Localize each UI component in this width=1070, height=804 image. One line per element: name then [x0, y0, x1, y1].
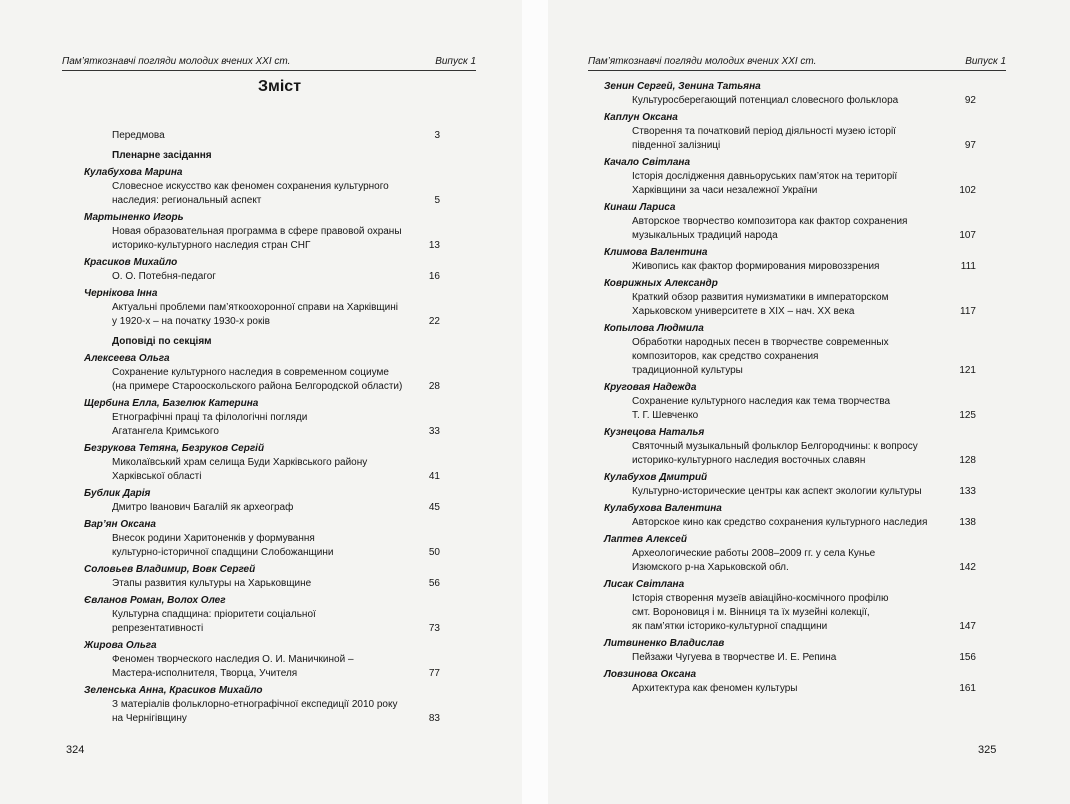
toc-author: Кузнецова Наталья: [604, 427, 705, 438]
toc-section-heading: Доповіді по секціям: [112, 336, 212, 347]
toc-entry: [604, 336, 976, 378]
contents-title: Зміст: [258, 78, 302, 95]
toc-entry-page: 3: [434, 130, 440, 141]
toc-author: Мартыненко Игорь: [84, 212, 184, 223]
toc-entry-title: Культурна спадщина: пріоритети соціальної репрезентативності: [112, 609, 316, 634]
toc-entry-page: 77: [428, 668, 440, 679]
toc-entry: [604, 125, 976, 153]
toc-author: Литвиненко Владислав: [604, 638, 725, 649]
toc-entry: [84, 366, 440, 394]
toc-entry: [604, 485, 976, 499]
toc-entry: [604, 651, 976, 665]
book-gutter: [522, 0, 548, 804]
toc-entry: [604, 94, 976, 108]
toc-author: Безрукова Тетяна, Безруков Сергій: [84, 443, 265, 454]
header-title: Пам’яткознавчі погляди молодих вчених XXI ст.: [62, 56, 291, 67]
toc-entry-page: 41: [428, 471, 440, 482]
toc-author: Коврижных Александр: [604, 278, 718, 289]
toc-entry-page: 5: [434, 195, 440, 206]
toc-entry-title: Внесок родини Харитоненків у формування культурно-історичної спадщини Слобожанщини: [112, 533, 334, 558]
toc-author: Копылова Людмила: [604, 323, 704, 334]
table-of-contents: [604, 80, 976, 696]
toc-entry-title: Сохранение культурного наследия как тема творчества Т. Г. Шевченко: [632, 396, 891, 421]
toc-entry: [84, 532, 440, 560]
toc-entry-page: 56: [428, 578, 440, 589]
toc-entry: [84, 411, 440, 439]
header-rule: [588, 70, 1006, 71]
toc-entry-title: Історія дослідження давньоруських пам’яток на території Харківщини за часи незалежної України: [632, 171, 898, 196]
toc-author: Ловзинова Оксана: [604, 669, 697, 680]
toc-entry-title: З матеріалів фольклорно-етнографічної експедиції 2010 року на Чернігівщину: [112, 699, 398, 724]
toc-entry: [84, 225, 440, 253]
toc-entry-title: Этапы развития культуры на Харьковщине: [112, 578, 312, 589]
toc-entry-page: 133: [959, 486, 976, 497]
toc-entry: [84, 608, 440, 636]
toc-author: Щербина Елла, Базелюк Катерина: [84, 398, 259, 409]
toc-entry-page: 121: [959, 365, 976, 376]
header-issue: Випуск 1: [435, 56, 476, 67]
toc-entry: [84, 698, 440, 726]
toc-entry-title: Авторское кино как средство сохранения культурного наследия: [632, 517, 928, 528]
toc-entry-title: Сохранение культурного наследия в современном социуме (на примере Старооскольского района Белгородской области): [112, 367, 403, 392]
toc-entry: [84, 180, 440, 208]
header-issue: Випуск 1: [965, 56, 1006, 67]
toc-entry-page: 161: [959, 683, 976, 694]
toc-entry-title: Архитектура как феномен культуры: [632, 683, 798, 694]
toc-entry-title: Краткий обзор развития нумизматики в императорском Харьковском университете в XIX – нач. XX века: [632, 292, 889, 317]
toc-entry-page: 92: [964, 95, 976, 106]
toc-entry: [604, 260, 976, 274]
toc-entry: [604, 516, 976, 530]
header-title: Пам’яткознавчі погляди молодих вчених XXI ст.: [588, 56, 817, 67]
page-number: 324: [66, 744, 85, 756]
toc-entry-page: 50: [428, 547, 440, 558]
toc-entry: [604, 682, 976, 696]
toc-entry-title: Культурно-исторические центры как аспект экологии культуры: [632, 486, 922, 497]
toc-entry-page: 111: [960, 261, 976, 272]
toc-author: Кулабухов Дмитрий: [604, 472, 708, 483]
toc-entry: [84, 129, 440, 143]
toc-entry-page: 22: [428, 316, 440, 327]
toc-author: Жирова Ольга: [84, 640, 157, 651]
toc-entry-title: Етнографічні праці та філологічні погляди Агатангела Кримського: [112, 412, 308, 437]
toc-author: Чернікова Інна: [84, 288, 158, 299]
toc-entry-title: Передмова: [112, 130, 165, 141]
toc-author: Євланов Роман, Волох Олег: [84, 595, 226, 606]
toc-entry-page: 97: [964, 140, 976, 151]
toc-entry: [604, 395, 976, 423]
toc-entry: [84, 301, 440, 329]
toc-entry: [604, 592, 976, 634]
toc-entry-title: О. О. Потебня-педагог: [112, 271, 216, 282]
toc-entry-page: 102: [959, 185, 976, 196]
toc-entry: [604, 440, 976, 468]
toc-entry-page: 147: [959, 621, 976, 632]
toc-entry-title: Дмитро Іванович Багалій як археограф: [112, 502, 294, 513]
toc-entry: [604, 170, 976, 198]
toc-author: Кинаш Лариса: [604, 202, 676, 213]
toc-entry-page: 107: [959, 230, 976, 241]
toc-entry: [604, 291, 976, 319]
toc-author: Каплун Оксана: [604, 112, 678, 123]
toc-entry-title: Історія створення музеїв авіаційно-космічного профілю смт. Вороновиця і м. Вінниця та їх музейні колекції, як пам’ятки історико-культурної спадщини: [632, 593, 889, 632]
toc-entry-title: Живопись как фактор формирования мировоззрения: [632, 261, 880, 272]
toc-entry-title: Археологические работы 2008–2009 гг. у села Кунье Изюмского р-на Харьковской обл.: [632, 548, 876, 573]
toc-entry-page: 156: [959, 652, 976, 663]
toc-entry-title: Пейзажи Чугуева в творчестве И. Е. Репина: [632, 652, 837, 663]
toc-entry-page: 128: [959, 455, 976, 466]
toc-author: Красиков Михайло: [84, 257, 178, 268]
toc-entry-page: 16: [428, 271, 440, 282]
toc-entry-page: 13: [428, 240, 440, 251]
toc-author: Лисак Світлана: [604, 579, 685, 590]
toc-author: Климова Валентина: [604, 247, 708, 258]
right-page: [548, 0, 1070, 804]
toc-author: Качало Світлана: [604, 157, 691, 168]
toc-entry-title: Святочный музыкальный фольклор Белгородчины: к вопросу историко-культурного наследия восточных славян: [632, 441, 918, 466]
toc-entry-title: Створення та початковий період діяльності музею історії південної залізниці: [632, 126, 896, 151]
toc-entry-title: Миколаївський храм селища Буди Харківського району Харківської області: [112, 457, 368, 482]
toc-entry-title: Новая образовательная программа в сфере правовой охраны историко-культурного наследия стран СНГ: [112, 226, 402, 251]
toc-author: Кулабухова Валентина: [604, 503, 722, 514]
toc-author: Бублик Дарія: [84, 488, 151, 499]
toc-entry-title: Культуросберегающий потенциал словесного фольклора: [632, 95, 899, 106]
toc-entry-page: 45: [428, 502, 440, 513]
toc-entry: [84, 456, 440, 484]
toc-entry-page: 142: [959, 562, 976, 573]
toc-author: Кулабухова Марина: [84, 167, 183, 178]
toc-entry-title: Феномен творческого наследия О. И. Маничкиной – Мастера-исполнителя, Творца, Учителя: [112, 654, 354, 679]
toc-entry-title: Обработки народных песен в творчестве современных композиторов, как средство сохранения традиционной культуры: [632, 337, 889, 376]
toc-entry-page: 117: [960, 306, 976, 317]
toc-entry: [84, 653, 440, 681]
toc-entry: [84, 577, 440, 591]
toc-author: Зеленська Анна, Красиков Михайло: [84, 685, 263, 696]
left-page: [0, 0, 522, 804]
toc-entry-page: 83: [428, 713, 440, 724]
toc-author: Лаптев Алексей: [604, 534, 687, 545]
toc-entry-title: Авторское творчество композитора как фактор сохранения музыкальных традиций народа: [632, 216, 908, 241]
header-rule: [62, 70, 476, 71]
toc-author: Алексеева Ольга: [84, 353, 170, 364]
toc-entry-page: 33: [428, 426, 440, 437]
toc-entry-title: Словесное искусство как феномен сохранения культурного наследия: региональный аспект: [112, 181, 389, 206]
toc-author: Вар’ян Оксана: [84, 519, 156, 530]
page-number: 325: [978, 744, 997, 756]
toc-entry: [604, 215, 976, 243]
toc-entry: [604, 547, 976, 575]
toc-entry-page: 138: [959, 517, 976, 528]
toc-author: Соловьев Владимир, Вовк Сергей: [84, 564, 256, 575]
toc-entry-title: Актуальні проблеми пам’яткоохоронної справи на Харківщині у 1920-х – на початку 1930-х років: [112, 302, 398, 327]
toc-entry: [84, 501, 440, 515]
toc-entry-page: 125: [959, 410, 976, 421]
toc-author: Круговая Надежда: [604, 382, 697, 393]
toc-entry-page: 73: [428, 623, 440, 634]
toc-author: Зенин Сергей, Зенина Татьяна: [604, 81, 761, 92]
toc-entry: [84, 270, 440, 284]
toc-entry-page: 28: [428, 381, 440, 392]
toc-section-heading: Пленарне засідання: [112, 150, 212, 161]
table-of-contents: [84, 129, 440, 726]
